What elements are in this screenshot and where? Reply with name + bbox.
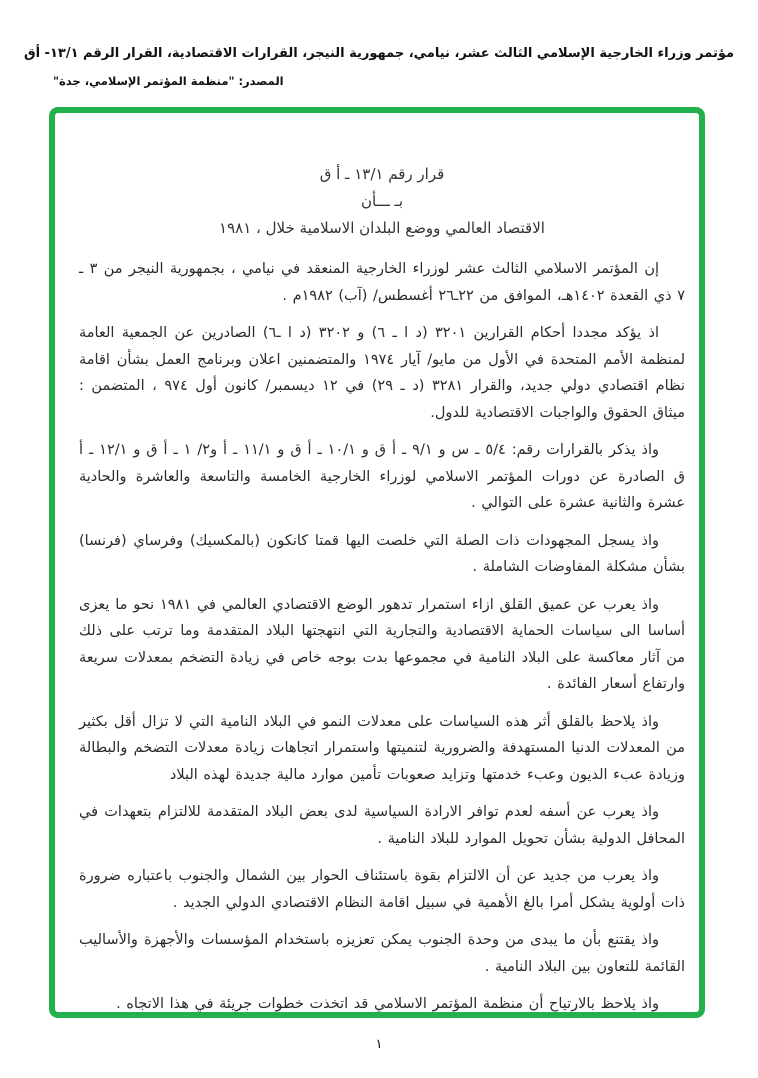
page-number: ١ [375,1037,383,1052]
paragraph-political-will: واذ يعرب عن أسفه لعدم توافر الارادة السياسية لدى بعض البلاد المتقدمة للالتزام بتعهدات في المحافل الدولية بشأن تحويل الموارد للبلاد النامية . [79,804,685,847]
paragraph-reaffirm-resolutions: اذ يؤكد مجددا أحكام القرارين ٣٢٠١ (د ا ـ ٦) و ٣٢٠٢ (د ا ـ٦) الصادرين عن الجمعية العامة لمنظمة الأمم المتحدة في الأول من مايو/ آيار ١٩٧٤ والمتضمنين اعلان وبرنامج العمل بشأن اقامة نظام اقتصادي دولي جديد، والقرار ٣٢٨١ (د ـ ٢٩) في ١٢ ديسمبر/ كانون أول ٩٧٤ ، المتضمن : ميثاق الحقوق والواجبات الاقتصادية للدول. [79,325,686,421]
header-citation: مؤتمر وزراء الخارجية الإسلامي الثالث عشر، نيامي، جمهورية النيجر، القرارات الاقتصادية، القرار الرقم ١٣/١- أق [23,46,735,61]
title-regarding: بـ ـــأن [360,192,404,210]
paragraph-summits: واذ يسجل المجهودات ذات الصلة التي خلصت اليها قمتا كانكون (بالمكسيك) وفرساي (فرنسا) بشأن مشكلة المفاوضات الشاملة . [79,532,685,575]
paragraph-north-south-dialogue: واذ يعرب من جديد عن أن الالتزام بقوة باستئناف الحوار بين الشمال والجنوب باعتباره ضرورة ذات أولوية يشكل أمرا بالغ الأهمية في سبيل اقامة النظام الاقتصادي الدولي الجديد . [79,868,685,911]
document-title [79,161,685,242]
title-subject: الاقتصاد العالمي ووضع البلدان الاسلامية خلال ، ١٩٨١ [219,219,545,237]
scanned-document [79,161,685,1018]
scan-border-frame [49,107,705,1018]
header-source: المصدر: "منظمة المؤتمر الإسلامي، جدة" [53,74,284,88]
paragraph-south-unity: واذ يقتنع بأن ما يبدى من وحدة الجنوب يمكن تعزيزه باستخدام المؤسسات والأجهزة والأساليب القائمة للتعاون بين البلاد النامية . [79,932,685,975]
resolution-number: قرار رقم ١٣/١ ـ أ ق [319,165,445,183]
paragraph-preamble: إن المؤتمر الاسلامي الثالث عشر لوزراء الخارجية المنعقد في نيامي ، بجمهورية النيجر من ٣ ـ ٧ ذي القعدة ١٤٠٢هـ، الموافق من ٢٢ـ٢٦ أغسطس/ (آب) ١٩٨٢م . [79,261,685,304]
paragraph-recall-resolutions: واذ يذكر بالقرارات رقم: ٥/٤ ـ س و ٩/١ ـ أ ق و ١٠/١ ـ أ ق و ١١/١ ـ أ و٢/ ١ ـ أ ق و ١٢/١ ـ أ ق الصادرة عن دورات المؤتمر الاسلامي لوزراء الخارجية الخامسة والتاسعة والعاشرة والحادية عشرة والثانية عشرة على التوالي . [79,442,685,511]
paragraph-oic-steps: واذ يلاحظ بالارتياح أن منظمة المؤتمر الاسلامي قد اتخذت خطوات جريئة في هذا الاتجاه . [116,996,659,1012]
paragraph-concern-economy: واذ يعرب عن عميق القلق ازاء استمرار تدهور الوضع الاقتصادي العالمي في ١٩٨١ نحو ما يعزى أساسا الى سياسات الحماية الاقتصادية والتجارية التي انتهجتها البلاد المتقدمة وما ترتب على ذلك من آثار معاكسة على البلاد النامية في مجموعها بدت بوجه خاص في زيادة التضخم بمعدلات سريعة وارتفاع أسعار الفائدة . [79,596,685,692]
paragraph-growth-rates: واذ يلاحظ بالقلق أثر هذه السياسات على معدلات النمو في البلاد النامية التي لا تزال أقل بكثير من المعدلات الدنيا المستهدفة والضرورية لتنميتها واستمرار اتجاهات زيادة معدلات التضخم والبطالة وزيادة عبء الديون وعبء خدمتها وتزايد صعوبات تأمين موارد مالية جديدة لهذه البلاد [79,713,685,783]
